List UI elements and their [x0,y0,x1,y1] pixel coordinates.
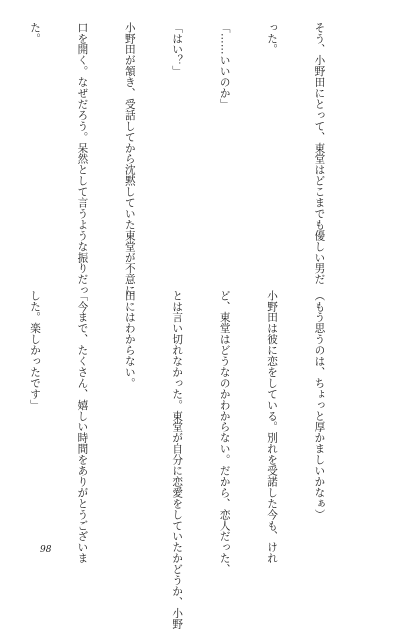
text-line: 「……いいのか」 [218,22,231,110]
text-line: 「今まで、たくさん、嬉しい時間をありがとうございま [76,290,89,564]
text-line: た。 [29,22,42,44]
text-line: 口を開く。なぜだろう。呆然として言うような振りだっ [76,22,89,296]
text-line: ど、東堂はどうなのかわからない。だから、恋人だった、 [218,290,231,575]
page-number: 98 [40,545,52,555]
text-line: （もう思うのは、ちょっと厚かましいかなぁ） [313,290,326,520]
text-line: 小野田は彼に恋をしている。別れを受諾した今も、けれ [266,290,279,564]
text-line: とは言い切れなかった。東堂が自分に恋愛をしていたかどうか、小野 [171,290,184,629]
text-line: 小野田が頷き、受話してから沈黙していた東堂が不意に [123,22,136,296]
text-block-upper [29,22,358,296]
text-line: した。楽しかったです」 [29,290,42,411]
text-line: 「はい？」 [171,22,184,77]
text-line: 田にはわからない。 [123,290,136,389]
text-line: そう、小野田にとって、東堂はどこまでも優しい男だ [313,22,326,285]
text-line: った。 [266,22,279,55]
